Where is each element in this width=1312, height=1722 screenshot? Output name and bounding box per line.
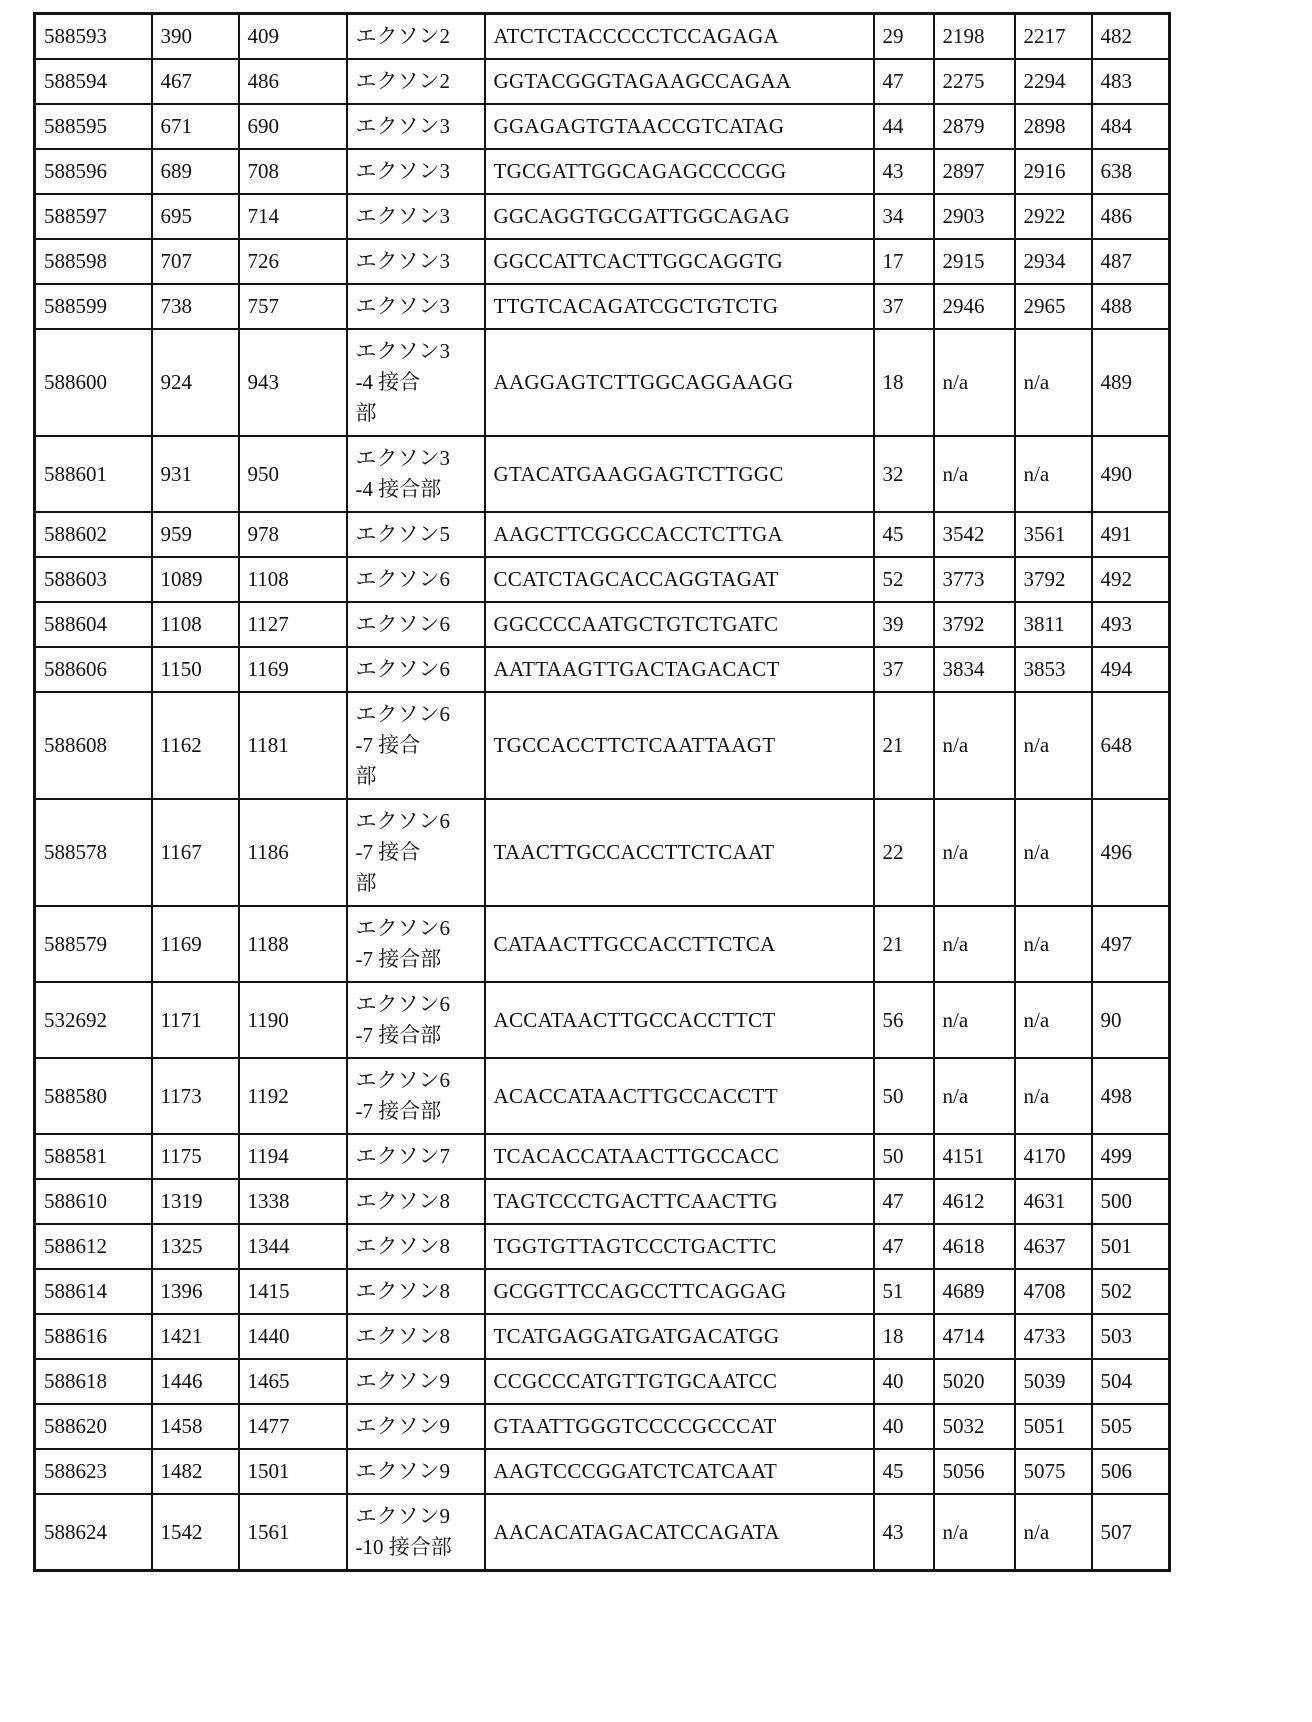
cell-target-start: n/a (934, 906, 1015, 982)
cell-score: 44 (874, 104, 934, 149)
cell-start: 695 (152, 194, 239, 239)
cell-end: 1181 (239, 692, 347, 799)
cell-score: 56 (874, 982, 934, 1058)
cell-region: エクソン5 (347, 512, 485, 557)
cell-sequence: TTGTCACAGATCGCTGTCTG (485, 284, 874, 329)
table-row (35, 329, 1170, 436)
cell-score: 37 (874, 284, 934, 329)
cell-sequence: AACACATAGACATCCAGATA (485, 1494, 874, 1571)
cell-sequence: TAACTTGCCACCTTCTCAAT (485, 799, 874, 906)
cell-score: 21 (874, 906, 934, 982)
cell-target-end: 5075 (1015, 1449, 1092, 1494)
table-row (35, 14, 1170, 60)
cell-id: 588618 (35, 1359, 152, 1404)
cell-end: 1477 (239, 1404, 347, 1449)
cell-start: 1169 (152, 906, 239, 982)
cell-sequence: GGCCATTCACTTGGCAGGTG (485, 239, 874, 284)
cell-seq-id: 503 (1092, 1314, 1170, 1359)
table-row (35, 1494, 1170, 1571)
cell-end: 409 (239, 14, 347, 60)
cell-id: 588594 (35, 59, 152, 104)
table-row (35, 982, 1170, 1058)
cell-start: 1325 (152, 1224, 239, 1269)
cell-target-end: 2934 (1015, 239, 1092, 284)
cell-seq-id: 484 (1092, 104, 1170, 149)
cell-sequence: AAGGAGTCTTGGCAGGAAGG (485, 329, 874, 436)
table-row (35, 1224, 1170, 1269)
cell-target-start: 3773 (934, 557, 1015, 602)
cell-id: 588580 (35, 1058, 152, 1134)
cell-region: エクソン3 -4 接合部 (347, 436, 485, 512)
table-row (35, 1404, 1170, 1449)
cell-start: 931 (152, 436, 239, 512)
cell-seq-id: 487 (1092, 239, 1170, 284)
cell-sequence: TGGTGTTAGTCCCTGACTTC (485, 1224, 874, 1269)
cell-score: 37 (874, 647, 934, 692)
cell-score: 18 (874, 329, 934, 436)
cell-seq-id: 638 (1092, 149, 1170, 194)
table-row (35, 602, 1170, 647)
cell-end: 1465 (239, 1359, 347, 1404)
cell-score: 45 (874, 1449, 934, 1494)
cell-sequence: TCACACCATAACTTGCCACC (485, 1134, 874, 1179)
cell-target-end: n/a (1015, 329, 1092, 436)
cell-target-start: n/a (934, 799, 1015, 906)
cell-target-start: 3542 (934, 512, 1015, 557)
cell-sequence: AAGCTTCGGCCACCTCTTGA (485, 512, 874, 557)
cell-target-end: 2294 (1015, 59, 1092, 104)
cell-id: 588603 (35, 557, 152, 602)
table-row (35, 799, 1170, 906)
cell-score: 34 (874, 194, 934, 239)
cell-score: 43 (874, 149, 934, 194)
cell-region: エクソン9 (347, 1359, 485, 1404)
cell-id: 588616 (35, 1314, 152, 1359)
cell-sequence: GGAGAGTGTAACCGTCATAG (485, 104, 874, 149)
cell-end: 708 (239, 149, 347, 194)
cell-target-start: n/a (934, 1058, 1015, 1134)
cell-target-start: 5020 (934, 1359, 1015, 1404)
cell-start: 1396 (152, 1269, 239, 1314)
cell-start: 1089 (152, 557, 239, 602)
cell-region: エクソン3 (347, 239, 485, 284)
table-row (35, 1314, 1170, 1359)
cell-target-end: n/a (1015, 799, 1092, 906)
cell-start: 738 (152, 284, 239, 329)
cell-score: 47 (874, 1179, 934, 1224)
cell-end: 1440 (239, 1314, 347, 1359)
cell-id: 588604 (35, 602, 152, 647)
cell-end: 1338 (239, 1179, 347, 1224)
cell-start: 1421 (152, 1314, 239, 1359)
cell-target-end: 3853 (1015, 647, 1092, 692)
cell-region: エクソン7 (347, 1134, 485, 1179)
cell-target-end: 3792 (1015, 557, 1092, 602)
table-row (35, 1179, 1170, 1224)
cell-target-end: 4733 (1015, 1314, 1092, 1359)
cell-id: 588578 (35, 799, 152, 906)
cell-end: 690 (239, 104, 347, 149)
cell-id: 588593 (35, 14, 152, 60)
cell-target-start: n/a (934, 329, 1015, 436)
cell-id: 588620 (35, 1404, 152, 1449)
cell-sequence: CCGCCCATGTTGTGCAATCC (485, 1359, 874, 1404)
table-row (35, 284, 1170, 329)
table-row (35, 647, 1170, 692)
cell-target-end: 5039 (1015, 1359, 1092, 1404)
cell-target-end: n/a (1015, 982, 1092, 1058)
cell-target-start: 2198 (934, 14, 1015, 60)
cell-score: 50 (874, 1134, 934, 1179)
cell-sequence: ATCTCTACCCCCTCCAGAGA (485, 14, 874, 60)
cell-region: エクソン6 -7 接合 部 (347, 799, 485, 906)
cell-id: 588595 (35, 104, 152, 149)
cell-target-end: n/a (1015, 692, 1092, 799)
cell-id: 588601 (35, 436, 152, 512)
cell-start: 1167 (152, 799, 239, 906)
cell-score: 50 (874, 1058, 934, 1134)
cell-end: 1561 (239, 1494, 347, 1571)
cell-region: エクソン3 -4 接合 部 (347, 329, 485, 436)
cell-region: エクソン6 (347, 557, 485, 602)
cell-target-end: 4631 (1015, 1179, 1092, 1224)
cell-region: エクソン3 (347, 284, 485, 329)
table-row (35, 1269, 1170, 1314)
table-row (35, 59, 1170, 104)
cell-region: エクソン3 (347, 104, 485, 149)
cell-region: エクソン6 (347, 647, 485, 692)
cell-id: 588599 (35, 284, 152, 329)
cell-end: 1194 (239, 1134, 347, 1179)
cell-sequence: GGCAGGTGCGATTGGCAGAG (485, 194, 874, 239)
cell-id: 588612 (35, 1224, 152, 1269)
cell-start: 924 (152, 329, 239, 436)
cell-target-end: 2916 (1015, 149, 1092, 194)
cell-end: 757 (239, 284, 347, 329)
table-row (35, 1359, 1170, 1404)
cell-seq-id: 502 (1092, 1269, 1170, 1314)
cell-end: 1169 (239, 647, 347, 692)
table-row (35, 436, 1170, 512)
cell-seq-id: 648 (1092, 692, 1170, 799)
cell-target-end: 4170 (1015, 1134, 1092, 1179)
cell-score: 17 (874, 239, 934, 284)
cell-end: 1127 (239, 602, 347, 647)
cell-sequence: CCATCTAGCACCAGGTAGAT (485, 557, 874, 602)
cell-region: エクソン3 (347, 194, 485, 239)
cell-seq-id: 494 (1092, 647, 1170, 692)
cell-id: 588608 (35, 692, 152, 799)
cell-region: エクソン6 (347, 602, 485, 647)
cell-id: 588596 (35, 149, 152, 194)
cell-region: エクソン8 (347, 1269, 485, 1314)
cell-id: 588581 (35, 1134, 152, 1179)
cell-sequence: TAGTCCCTGACTTCAACTTG (485, 1179, 874, 1224)
cell-seq-id: 490 (1092, 436, 1170, 512)
cell-start: 671 (152, 104, 239, 149)
cell-target-start: 5032 (934, 1404, 1015, 1449)
cell-start: 1108 (152, 602, 239, 647)
cell-start: 390 (152, 14, 239, 60)
table-body (35, 14, 1170, 1571)
cell-id: 588624 (35, 1494, 152, 1571)
cell-end: 978 (239, 512, 347, 557)
cell-start: 1175 (152, 1134, 239, 1179)
cell-score: 45 (874, 512, 934, 557)
cell-target-end: n/a (1015, 906, 1092, 982)
cell-end: 1344 (239, 1224, 347, 1269)
cell-seq-id: 498 (1092, 1058, 1170, 1134)
cell-id: 588598 (35, 239, 152, 284)
cell-start: 1542 (152, 1494, 239, 1571)
cell-id: 588606 (35, 647, 152, 692)
cell-seq-id: 499 (1092, 1134, 1170, 1179)
cell-target-end: 2965 (1015, 284, 1092, 329)
cell-sequence: AATTAAGTTGACTAGACACT (485, 647, 874, 692)
cell-end: 1192 (239, 1058, 347, 1134)
cell-seq-id: 488 (1092, 284, 1170, 329)
cell-score: 51 (874, 1269, 934, 1314)
cell-start: 1162 (152, 692, 239, 799)
cell-region: エクソン6 -7 接合部 (347, 1058, 485, 1134)
cell-seq-id: 493 (1092, 602, 1170, 647)
cell-seq-id: 486 (1092, 194, 1170, 239)
cell-target-start: 4151 (934, 1134, 1015, 1179)
cell-target-start: n/a (934, 692, 1015, 799)
oligonucleotide-table (33, 12, 1171, 1572)
cell-end: 943 (239, 329, 347, 436)
cell-region: エクソン6 -7 接合部 (347, 906, 485, 982)
cell-target-start: 3834 (934, 647, 1015, 692)
cell-target-start: 3792 (934, 602, 1015, 647)
table-row (35, 149, 1170, 194)
cell-id: 588597 (35, 194, 152, 239)
cell-region: エクソン9 (347, 1404, 485, 1449)
cell-target-start: 2275 (934, 59, 1015, 104)
cell-target-start: 4714 (934, 1314, 1015, 1359)
cell-target-end: n/a (1015, 1494, 1092, 1571)
cell-score: 39 (874, 602, 934, 647)
cell-score: 21 (874, 692, 934, 799)
table-row (35, 1134, 1170, 1179)
cell-target-start: 5056 (934, 1449, 1015, 1494)
cell-target-start: 4689 (934, 1269, 1015, 1314)
cell-target-start: 2915 (934, 239, 1015, 284)
table-row (35, 512, 1170, 557)
cell-seq-id: 491 (1092, 512, 1170, 557)
cell-end: 1188 (239, 906, 347, 982)
cell-target-start: 4618 (934, 1224, 1015, 1269)
cell-target-end: n/a (1015, 1058, 1092, 1134)
table-row (35, 1449, 1170, 1494)
cell-start: 1482 (152, 1449, 239, 1494)
cell-end: 1415 (239, 1269, 347, 1314)
cell-seq-id: 504 (1092, 1359, 1170, 1404)
cell-end: 1190 (239, 982, 347, 1058)
cell-target-start: 2946 (934, 284, 1015, 329)
cell-start: 1458 (152, 1404, 239, 1449)
cell-target-end: 2922 (1015, 194, 1092, 239)
cell-sequence: GTAATTGGGTCCCCGCCCAT (485, 1404, 874, 1449)
cell-seq-id: 482 (1092, 14, 1170, 60)
cell-sequence: TCATGAGGATGATGACATGG (485, 1314, 874, 1359)
table-row (35, 692, 1170, 799)
cell-sequence: TGCCACCTTCTCAATTAAGT (485, 692, 874, 799)
cell-target-end: 5051 (1015, 1404, 1092, 1449)
cell-target-end: 4637 (1015, 1224, 1092, 1269)
cell-sequence: GCGGTTCCAGCCTTCAGGAG (485, 1269, 874, 1314)
cell-start: 1446 (152, 1359, 239, 1404)
cell-target-start: 2903 (934, 194, 1015, 239)
cell-region: エクソン9 (347, 1449, 485, 1494)
cell-seq-id: 507 (1092, 1494, 1170, 1571)
cell-seq-id: 500 (1092, 1179, 1170, 1224)
table-row (35, 194, 1170, 239)
cell-region: エクソン2 (347, 59, 485, 104)
table-row (35, 104, 1170, 149)
cell-start: 959 (152, 512, 239, 557)
cell-score: 40 (874, 1359, 934, 1404)
cell-sequence: ACACCATAACTTGCCACCTT (485, 1058, 874, 1134)
cell-end: 714 (239, 194, 347, 239)
cell-target-start: 2897 (934, 149, 1015, 194)
cell-target-start: n/a (934, 982, 1015, 1058)
cell-sequence: ACCATAACTTGCCACCTTCT (485, 982, 874, 1058)
cell-id: 588623 (35, 1449, 152, 1494)
cell-seq-id: 505 (1092, 1404, 1170, 1449)
cell-sequence: TGCGATTGGCAGAGCCCCGG (485, 149, 874, 194)
table-row (35, 239, 1170, 284)
cell-start: 1171 (152, 982, 239, 1058)
cell-start: 689 (152, 149, 239, 194)
cell-target-start: 2879 (934, 104, 1015, 149)
cell-end: 1501 (239, 1449, 347, 1494)
cell-id: 588602 (35, 512, 152, 557)
cell-seq-id: 497 (1092, 906, 1170, 982)
cell-target-start: 4612 (934, 1179, 1015, 1224)
cell-region: エクソン8 (347, 1179, 485, 1224)
cell-score: 22 (874, 799, 934, 906)
table-row (35, 557, 1170, 602)
cell-target-end: 3811 (1015, 602, 1092, 647)
cell-region: エクソン6 -7 接合 部 (347, 692, 485, 799)
cell-end: 950 (239, 436, 347, 512)
cell-target-end: 2898 (1015, 104, 1092, 149)
cell-score: 32 (874, 436, 934, 512)
cell-sequence: GGTACGGGTAGAAGCCAGAA (485, 59, 874, 104)
cell-end: 486 (239, 59, 347, 104)
cell-score: 47 (874, 1224, 934, 1269)
cell-target-end: 4708 (1015, 1269, 1092, 1314)
cell-id: 532692 (35, 982, 152, 1058)
cell-region: エクソン2 (347, 14, 485, 60)
cell-sequence: GGCCCCAATGCTGTCTGATC (485, 602, 874, 647)
cell-sequence: CATAACTTGCCACCTTCTCA (485, 906, 874, 982)
cell-sequence: GTACATGAAGGAGTCTTGGC (485, 436, 874, 512)
cell-score: 29 (874, 14, 934, 60)
cell-seq-id: 501 (1092, 1224, 1170, 1269)
document-page (33, 12, 1171, 1572)
cell-id: 588614 (35, 1269, 152, 1314)
cell-sequence: AAGTCCCGGATCTCATCAAT (485, 1449, 874, 1494)
cell-seq-id: 489 (1092, 329, 1170, 436)
cell-end: 726 (239, 239, 347, 284)
cell-region: エクソン9 -10 接合部 (347, 1494, 485, 1571)
cell-seq-id: 90 (1092, 982, 1170, 1058)
cell-target-start: n/a (934, 436, 1015, 512)
cell-target-start: n/a (934, 1494, 1015, 1571)
cell-target-end: n/a (1015, 436, 1092, 512)
cell-score: 52 (874, 557, 934, 602)
cell-score: 40 (874, 1404, 934, 1449)
cell-seq-id: 506 (1092, 1449, 1170, 1494)
cell-score: 47 (874, 59, 934, 104)
cell-start: 467 (152, 59, 239, 104)
cell-end: 1186 (239, 799, 347, 906)
cell-id: 588579 (35, 906, 152, 982)
table-row (35, 1058, 1170, 1134)
cell-target-end: 3561 (1015, 512, 1092, 557)
cell-end: 1108 (239, 557, 347, 602)
cell-seq-id: 492 (1092, 557, 1170, 602)
cell-score: 43 (874, 1494, 934, 1571)
cell-start: 1319 (152, 1179, 239, 1224)
cell-id: 588600 (35, 329, 152, 436)
cell-start: 707 (152, 239, 239, 284)
cell-score: 18 (874, 1314, 934, 1359)
table-row (35, 906, 1170, 982)
cell-start: 1173 (152, 1058, 239, 1134)
cell-start: 1150 (152, 647, 239, 692)
cell-target-end: 2217 (1015, 14, 1092, 60)
cell-id: 588610 (35, 1179, 152, 1224)
cell-region: エクソン8 (347, 1314, 485, 1359)
cell-region: エクソン3 (347, 149, 485, 194)
cell-region: エクソン6 -7 接合部 (347, 982, 485, 1058)
cell-seq-id: 483 (1092, 59, 1170, 104)
cell-seq-id: 496 (1092, 799, 1170, 906)
cell-region: エクソン8 (347, 1224, 485, 1269)
